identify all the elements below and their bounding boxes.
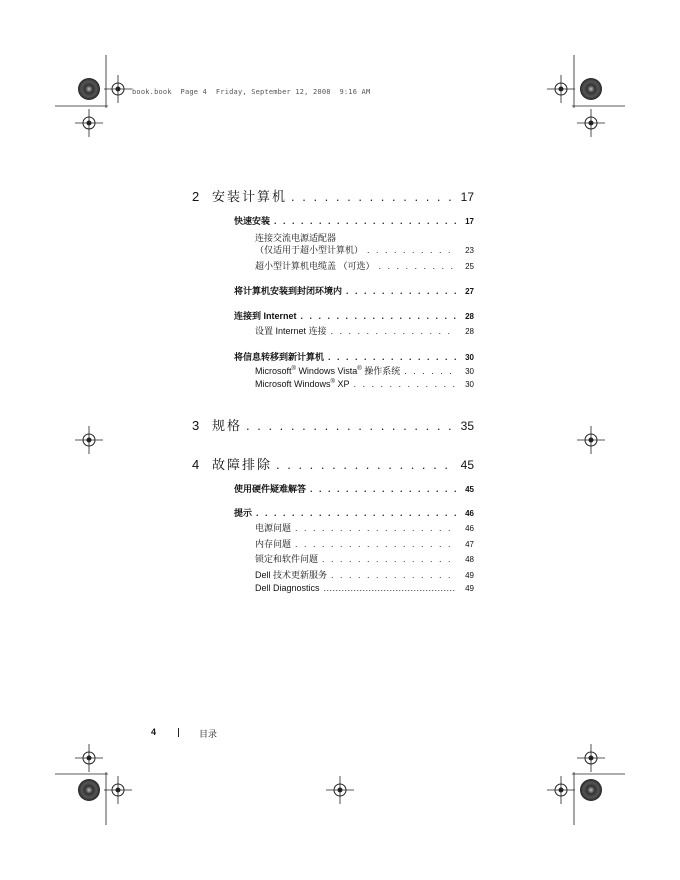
registration-mark bbox=[75, 426, 103, 454]
page-number: 30 bbox=[465, 380, 474, 389]
footer-section-title: 目录 bbox=[199, 729, 218, 739]
registration-mark bbox=[577, 744, 605, 772]
registration-mark bbox=[547, 776, 575, 804]
section-title: 提示 bbox=[234, 508, 253, 518]
page-number: 30 bbox=[465, 353, 474, 362]
subsection-title: Dell 技术更新服务 bbox=[255, 570, 328, 580]
registration-disc bbox=[78, 779, 100, 801]
page-number: 23 bbox=[465, 246, 474, 255]
page-number: 48 bbox=[465, 555, 474, 564]
footer-page-number: 4 bbox=[151, 727, 157, 737]
page-number: 46 bbox=[465, 524, 474, 533]
page-number: 28 bbox=[465, 327, 474, 336]
page-number: 30 bbox=[465, 367, 474, 376]
registration-mark bbox=[75, 744, 103, 772]
chapter-number: 2 bbox=[192, 189, 200, 204]
page-number: 27 bbox=[465, 287, 474, 296]
subsection-title: Microsoft® Windows Vista® 操作系统 bbox=[255, 366, 401, 376]
registration-mark bbox=[326, 776, 354, 804]
page-number: 45 bbox=[465, 485, 474, 494]
section-title: 将计算机安装到封闭环境内 bbox=[234, 286, 343, 296]
subsection-title: 电源问题 bbox=[255, 523, 292, 533]
subsection-title: （仅适用于超小型计算机） bbox=[255, 245, 364, 255]
registration-mark bbox=[577, 426, 605, 454]
subsection-title: Microsoft Windows® XP bbox=[255, 379, 350, 389]
subsection-title: 超小型计算机电缆盖 （可选） bbox=[255, 261, 375, 271]
registration-disc bbox=[580, 779, 602, 801]
page-number: 47 bbox=[465, 540, 474, 549]
print-header: book.book Page 4 Friday, September 12, 2008 9:16 AM bbox=[132, 88, 371, 96]
section-title: 快速安装 bbox=[234, 216, 271, 226]
registration-disc bbox=[580, 78, 602, 100]
subsection-title: 锁定和软件问题 bbox=[255, 554, 319, 564]
chapter-number: 3 bbox=[192, 418, 200, 433]
page-number: 35 bbox=[460, 419, 474, 433]
registration-mark bbox=[75, 109, 103, 137]
page-number: 28 bbox=[465, 312, 474, 321]
section-title: 将信息转移到新计算机 bbox=[234, 352, 325, 362]
chapter-number: 4 bbox=[192, 457, 200, 472]
page-number: 49 bbox=[465, 584, 474, 593]
page-number: 17 bbox=[460, 190, 474, 204]
chapter-title: 故障排除 bbox=[212, 457, 273, 472]
registration-disc bbox=[78, 78, 100, 100]
chapter-title: 安装计算机 bbox=[212, 189, 288, 204]
registration-mark bbox=[547, 75, 575, 103]
toc-subsection-ac-adapter-line1[interactable]: 连接交流电源适配器 bbox=[255, 233, 337, 243]
subsection-title: 内存问题 bbox=[255, 539, 292, 549]
page-number: 17 bbox=[465, 217, 474, 226]
page-number: 49 bbox=[465, 571, 474, 580]
page-number: 46 bbox=[465, 509, 474, 518]
section-title: 使用硬件疑难解答 bbox=[234, 484, 307, 494]
chapter-title: 规格 bbox=[212, 418, 243, 433]
registration-mark bbox=[104, 75, 132, 103]
subsection-title: Dell Diagnostics bbox=[255, 583, 320, 593]
section-title: 连接到 Internet bbox=[234, 311, 297, 321]
page-number: 45 bbox=[460, 458, 474, 472]
subsection-title: 设置 Internet 连接 bbox=[255, 326, 327, 336]
page-number: 25 bbox=[465, 262, 474, 271]
registration-mark bbox=[104, 776, 132, 804]
registration-mark bbox=[577, 109, 605, 137]
